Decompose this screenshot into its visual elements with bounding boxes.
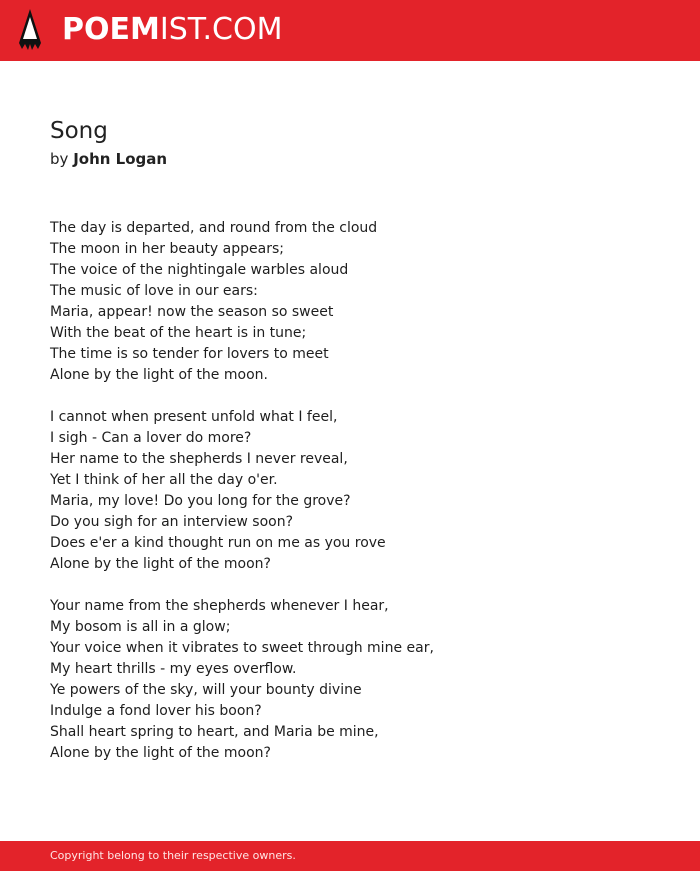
poem-line: The day is departed, and round from the cloud xyxy=(50,220,378,236)
copyright-notice: Copyright belong to their respective owners. xyxy=(50,849,296,862)
poem-line: The music of love in our ears: xyxy=(50,283,258,299)
site-header xyxy=(0,0,700,61)
byline xyxy=(50,148,167,170)
stanza-3 xyxy=(50,596,650,764)
poem-line: Alone by the light of the moon? xyxy=(50,556,271,572)
logo-light-text: IST.COM xyxy=(159,12,283,47)
poem-line: Her name to the shepherds I never reveal, xyxy=(50,451,348,467)
poem-line: With the beat of the heart is in tune; xyxy=(50,325,307,341)
stanza-1 xyxy=(50,218,650,386)
poem-line: Indulge a fond lover his boon? xyxy=(50,703,262,719)
poem-line: Do you sigh for an interview soon? xyxy=(50,514,294,530)
stanza-2 xyxy=(50,407,650,575)
by-label: by xyxy=(50,150,69,168)
poem-title: Song xyxy=(50,118,108,144)
site-footer xyxy=(0,841,700,871)
poem-line: Your voice when it vibrates to sweet through mine ear, xyxy=(50,640,434,656)
poem-line: I cannot when present unfold what I feel, xyxy=(50,409,338,425)
poem-line: Maria, my love! Do you long for the grove? xyxy=(50,493,351,509)
poem-line: The voice of the nightingale warbles aloud xyxy=(50,262,349,278)
pencil-icon xyxy=(17,9,43,51)
poem-line: Shall heart spring to heart, and Maria be mine, xyxy=(50,724,379,740)
poem-line: The time is so tender for lovers to meet xyxy=(50,346,329,362)
poem-line: Alone by the light of the moon? xyxy=(50,745,271,761)
poem-line: I sigh - Can a lover do more? xyxy=(50,430,252,446)
poem-line: Yet I think of her all the day o'er. xyxy=(50,472,278,488)
poem-line: The moon in her beauty appears; xyxy=(50,241,284,257)
logo-bold-text: POEM xyxy=(62,12,160,47)
author-name: John Logan xyxy=(73,150,168,168)
poem-line: Alone by the light of the moon. xyxy=(50,367,268,383)
poem-line: My heart thrills - my eyes overflow. xyxy=(50,661,297,677)
poem-line: Does e'er a kind thought run on me as you rove xyxy=(50,535,386,551)
poem-line: Your name from the shepherds whenever I hear, xyxy=(50,598,389,614)
poem-body xyxy=(50,218,650,785)
poem-line: My bosom is all in a glow; xyxy=(50,619,231,635)
site-logo[interactable] xyxy=(62,12,282,48)
poem-line: Ye powers of the sky, will your bounty divine xyxy=(50,682,362,698)
poem-line: Maria, appear! now the season so sweet xyxy=(50,304,334,320)
